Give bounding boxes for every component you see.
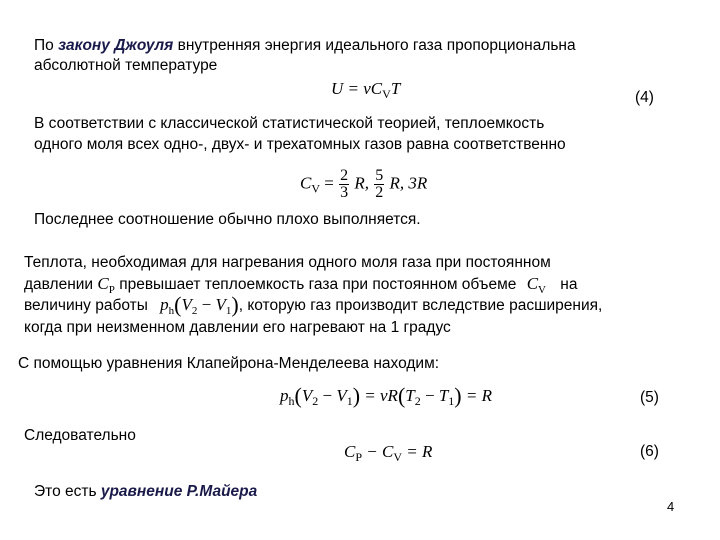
- formula-heat-capacities: $C_V$ = $\frac{2}{3}$ R, $\frac{5}{2}$ R, 3R: [300, 167, 428, 201]
- formula-work: $p_h(V_2 - V_1)$: [160, 292, 239, 317]
- paragraph-classical-theory-line2: одного моля всех одно-, двух- и трехатомных газов равна соответственно: [34, 136, 566, 153]
- emphasis-joule-law: закону Джоуля: [58, 37, 174, 54]
- fraction-two-thirds: $\frac{2}{3}$: [340, 167, 349, 201]
- paragraph-therefore: Следовательно: [24, 427, 136, 444]
- paragraph-classical-theory-line1: В соответствии с классической статистической теорией, теплоемкость: [34, 115, 545, 132]
- equation-number-6: (6): [640, 443, 659, 460]
- fraction-five-halves: $\frac{5}{2}$: [375, 167, 384, 201]
- equation-number-4: (4): [635, 89, 654, 106]
- formula-clapeyron: $p_h(V_2 - V_1) = \nu R(T_2 - T_1) = R$: [280, 383, 492, 408]
- paragraph-heat-line3: величину работы $p_h(V_2 - V_1)$, которую газ производит вследствие расширения,: [24, 292, 603, 317]
- paragraph-heat-line4: когда при неизменном давлении его нагревают на 1 градус: [24, 319, 451, 336]
- paragraph-joule-law: По закону Джоуля внутренняя энергия идеального газа пропорциональна: [34, 37, 576, 54]
- page-number: 4: [667, 499, 675, 514]
- symbol-cv: $C_V$: [526, 274, 546, 296]
- emphasis-mayer-equation: уравнение Р.Майера: [100, 483, 258, 500]
- paragraph-joule-law-line2: абсолютной температуре: [34, 57, 218, 74]
- paragraph-mayer-equation: Это есть уравнение Р.Майера: [34, 483, 258, 500]
- paragraph-clapeyron: С помощью уравнения Клапейрона-Менделеева находим:: [18, 355, 440, 372]
- formula-internal-energy: $U = \nu C_VT$: [331, 79, 401, 101]
- symbol-cp: $C_P$: [97, 274, 115, 296]
- paragraph-heat-line2: давлении $C_P$ превышает теплоемкость газа при постоянном объеме $C_V$ на: [24, 274, 578, 296]
- equation-number-5: (5): [640, 389, 659, 406]
- paragraph-heat-line1: Теплота, необходимая для нагревания одного моля газа при постоянном: [24, 254, 551, 271]
- paragraph-relation-fails: Последнее соотношение обычно плохо выполняется.: [34, 211, 421, 228]
- formula-mayer: $C_P - C_V = R$: [344, 442, 433, 464]
